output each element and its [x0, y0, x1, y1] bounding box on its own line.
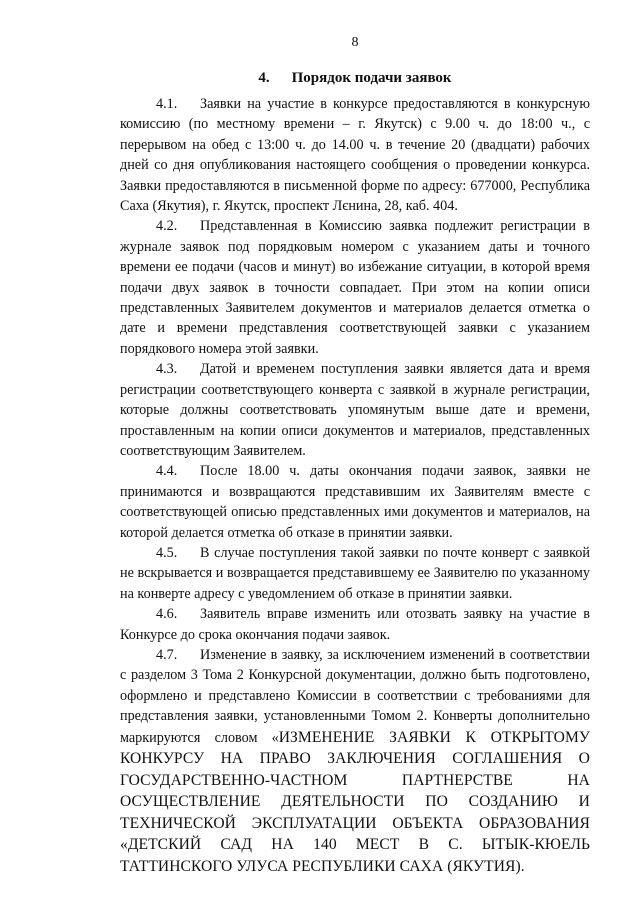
paragraph-text: Заявки на участие в конкурсе предоставляются в конкурсную комиссию (по местному времени – г. Якутск) с 9.00 ч. до 18:00 ч., с перерывом на обед с 13:00 ч. до 14.00 ч. в течение 20 (двадцати) рабочих дней со дня опубликования настоящего сообщения о проведении конкурса. Заявки предоставляются в письменной форме по адресу: 677000, Республика Саха (Якутия), г. Якутск, проспект Лєнина, 28, каб. 404. — [120, 96, 590, 215]
page-number: 8 — [351, 35, 359, 50]
paragraph-number: 4.7. — [156, 646, 178, 663]
paragraph-text: В случае поступления такой заявки по почте конверт с заявкой не вскрывается и возвращается представившему ее Заявителю по указанному на конверте адресу с уведомлением об отказе в принятии заявки. — [120, 544, 590, 602]
section-heading — [120, 68, 590, 88]
paragraph-number: 4.1. — [156, 96, 178, 112]
paragraph-number: 4.3. — [156, 361, 178, 378]
section-title-text: Порядок подачи заявок — [291, 70, 452, 86]
paragraph-4-6 — [120, 604, 590, 645]
section-number: 4. — [258, 70, 270, 86]
paragraph-text: Представленная в Комиссию заявка подлежит регистрации в журнале заявок под порядковым номером с указанием даты и точного времени ее подачи (часов и минут) во избежание ситуации, в которой время подачи двух заявок в точности совпадает. При этом на копии описи представленных Заявителем документов и материалов делается отметка о дате и времени представления соответствующей заявки с указанием порядкового номера этой заявки. — [120, 218, 590, 357]
paragraph-text: Изменение в заявку, за исключением изменений в соответствии с разделом 3 Тома 2 Конкурсной документации, должно быть подготовлено, оформлено и представлено Комиссии в соответствии с требованиями для представления заявки, установленными Томом 2. Конверты дополнительно маркируются словом « — [120, 646, 590, 746]
paragraph-caps-text: ИЗМЕНЕНИЕ ЗАЯВКИ К ОТКРЫТОМУ КОНКУРСУ НА ПРАВО ЗАКЛЮЧЕНИЯ СОГЛАШЕНИЯ О ГОСУДАРСТВЕННО-ЧАСТНОМ ПАРТНЕРСТВЕ НА ОСУЩЕСТВЛЕНИЕ ДЕЯТЕЛЬНОСТИ ПО СОЗДАНИЮ И ТЕХНИЧЕСКОЙ ЭКСПЛУАТАЦИИ ОБЪЕКТА ОБРАЗОВАНИЯ «ДЕТСКИЙ САД НА 140 МЕСТ В С. ЫТЫК-КЮЕЛЬ ТАТТИНСКОГО УЛУСА РЕСПУБЛИКИ САХА (ЯКУТИЯ). — [120, 728, 590, 875]
paragraph-4-7 — [120, 645, 590, 877]
paragraph-4-3 — [120, 359, 590, 461]
paragraph-4-5 — [120, 543, 590, 604]
paragraph-text: После 18.00 ч. даты окончания подачи заявок, заявки не принимаются и возвращаются представившим их Заявителям вместе с соответствующей описью представленных ими документов и материалов, на которой делается отметка об отказе в принятии заявки. — [120, 463, 590, 541]
paragraph-4-2 — [120, 216, 590, 359]
paragraph-text: Датой и временем поступления заявки является дата и время регистрации соответствующего конверта с заявкой в журнале регистрации, которые должны соответствовать упомянутым выше дате и времени, проставленным на копии описи документов и материалов, представленных соответствующим Заявителем. — [120, 361, 590, 459]
paragraph-text: Заявитель вправе изменить или отозвать заявку на участие в Конкурсе до срока окончания подачи заявок. — [120, 606, 590, 643]
paragraph-4-1 — [120, 94, 590, 216]
paragraph-number: 4.4. — [156, 463, 178, 480]
paragraph-number: 4.2. — [156, 218, 178, 235]
paragraph-number: 4.6. — [156, 606, 178, 623]
paragraph-4-4 — [120, 461, 590, 543]
paragraph-number: 4.5. — [156, 544, 178, 561]
